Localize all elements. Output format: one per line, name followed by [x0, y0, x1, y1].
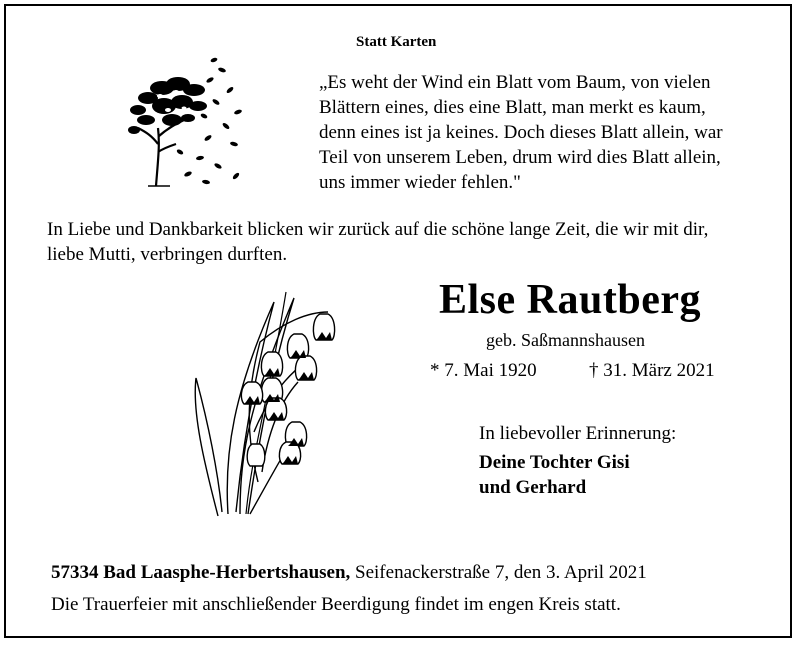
death-date: † 31. März 2021 — [589, 360, 715, 381]
address-street-date: Seifenackerstraße 7, den 3. April 2021 — [350, 562, 647, 583]
intro-text — [47, 217, 708, 267]
signers — [479, 450, 630, 500]
tree-with-falling-leaves-icon — [118, 40, 248, 190]
quote-line: Blättern eines, dies eine Blatt, man merkt es kaum, — [319, 97, 706, 118]
birth-name: geb. Saßmannshausen — [486, 330, 645, 350]
signer-line: und Gerhard — [479, 477, 587, 498]
birth-date: * 7. Mai 1920 — [430, 360, 537, 381]
quote-line: „Es weht der Wind ein Blatt vom Baum, von vielen — [319, 72, 711, 93]
header-label: Statt Karten — [356, 34, 437, 50]
quote-poem — [319, 70, 723, 195]
address-line — [51, 562, 647, 584]
deceased-name: Else Rautberg — [439, 277, 701, 323]
quote-line: Teil von unserem Leben, drum wird dies Blatt allein, — [319, 147, 721, 168]
address-place: 57334 Bad Laasphe-Herbertshausen, — [51, 562, 351, 583]
lily-of-the-valley-icon — [188, 282, 358, 518]
intro-line: liebe Mutti, verbringen durften. — [47, 244, 288, 265]
signer-line: Deine Tochter Gisi — [479, 452, 630, 473]
quote-line: denn eines ist ja keines. Doch dieses Blatt allein, war — [319, 122, 723, 143]
memory-label: In liebevoller Erinnerung: — [479, 423, 677, 444]
quote-line: uns immer wieder fehlen." — [319, 172, 521, 193]
intro-line: In Liebe und Dankbarkeit blicken wir zurück auf die schöne lange Zeit, die wir mit dir, — [47, 219, 709, 240]
funeral-note: Die Trauerfeier mit anschließender Beerdigung findet im engen Kreis statt. — [51, 594, 621, 615]
